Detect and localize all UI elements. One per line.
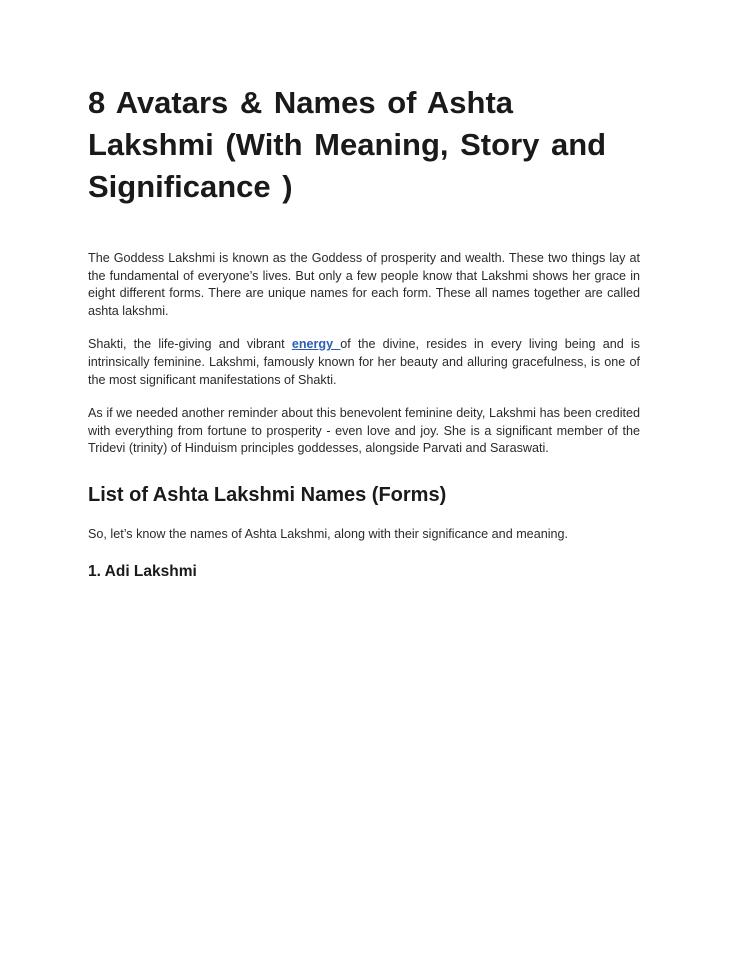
paragraph-shakti: [88, 336, 640, 389]
section-intro: So, let’s know the names of Ashta Lakshmi, along with their significance and meaning.: [88, 526, 569, 541]
intro-section: [88, 250, 640, 458]
section-heading: List of Ashta Lakshmi Names (Forms): [88, 483, 447, 506]
energy-link[interactable]: energy: [291, 337, 341, 352]
page-title: 8 Avatars & Names of Ashta Lakshmi (With Meaning, Story and Significance ): [88, 85, 607, 204]
document-page: [88, 82, 640, 582]
subheading-adi-lakshmi: 1. Adi Lakshmi: [88, 562, 197, 580]
paragraph-shakti-start: Shakti, the life-giving and vibrant: [88, 337, 292, 352]
paragraph-intro: The Goddess Lakshmi is known as the Goddess of prosperity and wealth. These two things lay at the fundamental of everyone’s lives. But only a few people know that Lakshmi shows her grace in eight different forms. There are unique names for each form. These all names together are called ashta lakshmi.: [88, 251, 640, 318]
paragraph-tridevi: As if we needed another reminder about this benevolent feminine deity, Lakshmi has been credited with everything from fortune to prosperity - even love and joy. She is a significant member of the Tridevi (trinity) of Hinduism principles goddesses, alongside Parvati and Saraswati.: [88, 406, 640, 456]
paragraph-shakti-end: of the divine, resides in every living being and is intrinsically feminine. Lakshmi, famously known for her beauty and alluring gracefulness, is one of the most significant manifestations of Shakti.: [88, 337, 640, 387]
